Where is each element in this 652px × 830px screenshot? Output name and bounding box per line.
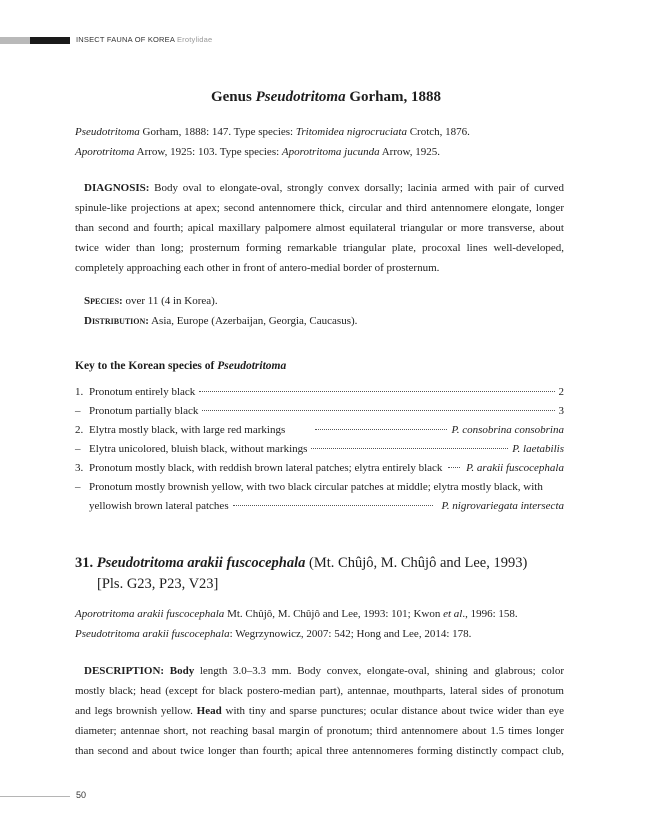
diagnosis-text: Body oval to elongate-oval, strongly convex dorsally; lacinia armed with pair of curved bbox=[149, 182, 564, 194]
footer-rule bbox=[0, 796, 70, 797]
synonym-text: Mt. Chûjô, M. Chûjô and Lee, 1993: 101; Kwon bbox=[224, 608, 444, 620]
description-line-5: than second and about twice longer than fourth; apical three antennomeres forming distinctly compact club, bbox=[75, 745, 564, 757]
synonym-text: : Wegrzynowicz, 2007: 542; Hong and Lee, 2014: 178. bbox=[229, 628, 472, 640]
synonym-name: Aporotritoma arakii fuscocephala bbox=[75, 608, 225, 620]
key-text: yellowish brown lateral patches bbox=[89, 500, 229, 512]
type-species: Aporotritoma jucunda bbox=[281, 146, 380, 158]
description-body-label: Body bbox=[164, 665, 195, 677]
key-number: – bbox=[75, 443, 81, 455]
description-line-4: diameter; antennae short, not reaching basal margin of pronotum; third antennomere about 1.5 times longer bbox=[75, 725, 564, 737]
key-heading bbox=[75, 360, 286, 372]
key-row bbox=[75, 462, 564, 482]
description-text: with tiny and sparse punctures; ocular distance about twice wider than eye bbox=[221, 705, 564, 717]
diagnosis-line-4: twice wider than long; prosternum forming remarkable triangular plate, procoxal lines well-developed, bbox=[75, 242, 564, 254]
key-result: 3 bbox=[558, 405, 564, 417]
key-heading-prefix: Key to the Korean species of bbox=[75, 360, 218, 372]
page-number: 50 bbox=[76, 790, 87, 800]
running-header-title: INSECT FAUNA OF KOREA bbox=[76, 35, 175, 44]
genus-synonym-2 bbox=[75, 142, 564, 162]
key-text: Elytra mostly black, with large red markings bbox=[89, 424, 286, 436]
key-row bbox=[75, 500, 564, 520]
key-heading-genus: Pseudotritoma bbox=[217, 360, 287, 372]
diagnosis-line-5: completely approaching each other in front of antero-medial border of prosternum. bbox=[75, 262, 440, 274]
distribution bbox=[84, 311, 573, 331]
synonym-text: Gorham, 1888: 147. Type species: bbox=[139, 126, 296, 138]
key-text: Elytra unicolored, bluish black, without markings bbox=[89, 443, 308, 455]
running-header-subtitle: Erotylidae bbox=[176, 35, 213, 44]
species-count bbox=[84, 291, 573, 311]
key-number: 3. bbox=[75, 462, 84, 474]
key-number: 1. bbox=[75, 386, 84, 398]
description-label: DESCRIPTION: bbox=[84, 665, 165, 677]
diagnosis-line-2: spinule-like projections at apex; second antennomere thick, circular and third antennomere elongate, longer bbox=[75, 202, 564, 214]
diagnosis-line-1 bbox=[84, 178, 564, 198]
key-number: – bbox=[75, 481, 81, 493]
key-row bbox=[75, 481, 564, 501]
diagnosis-label: DIAGNOSIS: bbox=[84, 182, 150, 194]
key-result: P. consobrina consobrina bbox=[451, 424, 564, 436]
key-result: P. nigrovariegata intersecta bbox=[441, 500, 564, 512]
species-number: 31. bbox=[75, 555, 94, 571]
leader-dots bbox=[315, 428, 447, 430]
synonym-text: ., 1996: 158. bbox=[462, 608, 518, 620]
key-number: – bbox=[75, 405, 81, 417]
type-author: Crotch, 1876. bbox=[406, 126, 470, 138]
header-bar-grey bbox=[0, 37, 30, 44]
genus-synonym-1 bbox=[75, 122, 564, 142]
header-bar-black bbox=[30, 37, 70, 44]
distribution-label: Distribution: bbox=[84, 315, 149, 327]
synonym-name: Pseudotritoma bbox=[75, 126, 140, 138]
distribution-value: Asia, Europe (Azerbaijan, Georgia, Caucasus). bbox=[148, 315, 358, 327]
description-line-1 bbox=[84, 661, 564, 681]
description-line-3 bbox=[75, 701, 564, 721]
key-row bbox=[75, 424, 564, 444]
description-line-2: mostly black; head (except for black postero-median part), antennae, mouthparts, lateral sides of pronotum bbox=[75, 685, 564, 697]
species-synonym-1 bbox=[75, 604, 564, 624]
key-row bbox=[75, 405, 564, 425]
genus-heading bbox=[0, 89, 652, 106]
genus-author: Gorham, 1888 bbox=[345, 89, 442, 105]
key-result: P. arakii fuscocephala bbox=[466, 462, 564, 474]
synonym-name: Pseudotritoma arakii fuscocephala bbox=[75, 628, 230, 640]
leader-dots bbox=[199, 390, 554, 392]
key-text: Pronotum partially black bbox=[89, 405, 199, 417]
key-text: Pronotum mostly black, with reddish brown lateral patches; elytra entirely black bbox=[89, 462, 443, 474]
species-author: (Mt. Chûjô, M. Chûjô and Lee, 1993) bbox=[305, 555, 528, 571]
diagnosis-line-3: than second and fourth; apical maxillary palpomere almost equilateral triangular or more transverse, about bbox=[75, 222, 564, 234]
species-plates: [Pls. G23, P23, V23] bbox=[97, 576, 219, 592]
synonym-etal: et al bbox=[443, 608, 463, 620]
genus-prefix: Genus bbox=[210, 89, 256, 105]
synonym-text: Arrow, 1925: 103. Type species: bbox=[134, 146, 282, 158]
key-number: 2. bbox=[75, 424, 84, 436]
key-result: 2 bbox=[558, 386, 564, 398]
key-text: Pronotum entirely black bbox=[89, 386, 196, 398]
synonym-name: Aporotritoma bbox=[75, 146, 135, 158]
genus-name: Pseudotritoma bbox=[255, 89, 346, 105]
description-head-label: Head bbox=[196, 705, 222, 717]
description-text: length 3.0–3.3 mm. Body convex, elongate-oval, shining and glabrous; color bbox=[194, 665, 564, 677]
leader-dots bbox=[448, 466, 460, 468]
species-value: over 11 (4 in Korea). bbox=[122, 295, 218, 307]
key-text: Pronotum mostly brownish yellow, with two black circular patches at middle; elytra mostly black, with bbox=[89, 481, 543, 493]
type-species: Tritomidea nigrocruciata bbox=[295, 126, 407, 138]
species-name: Pseudotritoma arakii fuscocephala bbox=[96, 555, 306, 571]
leader-dots bbox=[311, 447, 508, 449]
leader-dots bbox=[233, 504, 434, 506]
key-row bbox=[75, 386, 564, 406]
running-header bbox=[76, 35, 212, 44]
species-label: Species: bbox=[84, 295, 123, 307]
species-heading bbox=[75, 553, 595, 595]
key-result: P. laetabilis bbox=[512, 443, 564, 455]
description-text: and legs brownish yellow. bbox=[75, 705, 197, 717]
type-author: Arrow, 1925. bbox=[379, 146, 440, 158]
leader-dots bbox=[202, 409, 554, 411]
species-synonym-2 bbox=[75, 624, 564, 644]
key-row bbox=[75, 443, 564, 463]
